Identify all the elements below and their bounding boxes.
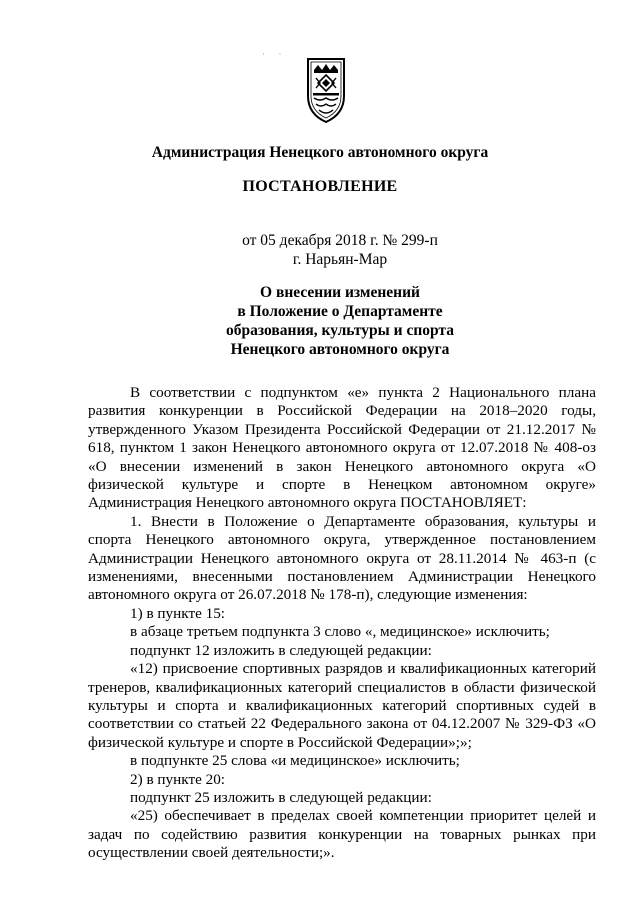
title-line: в Положение о Департаменте [237, 303, 443, 320]
body-paragraph: 2) в пункте 20: [130, 770, 226, 788]
document-body [88, 384, 596, 863]
document-city: г. Нарьян-Мар [292, 251, 388, 268]
title-line: О внесении изменений [260, 284, 420, 301]
document-title [20, 283, 640, 359]
scan-speck: · · [262, 50, 288, 59]
title-line: Ненецкого автономного округа [230, 341, 450, 358]
body-paragraph: подпункт 25 изложить в следующей редакции: [130, 788, 432, 806]
body-paragraph: «12) присвоение спортивных разрядов и квалификационных категорий тренеров, квалификационных категорий специалистов в области физической культуры и спорта и квалификационных категорий спортивных судей в соответствии со статьей 22 Федерального закона от 04.12.2007 № 329-ФЗ «О физической культуре и спорте в Российской Федерации»;»; [88, 660, 596, 751]
body-paragraph: подпункт 12 изложить в следующей редакции: [130, 641, 432, 659]
document-type: ПОСТАНОВЛЕНИЕ [242, 178, 398, 195]
body-paragraph: «25) обеспечивает в пределах своей компетенции приоритет целей и задач по содействию развития конкуренции на товарных рынках при осуществлении своей деятельности;». [88, 807, 596, 862]
body-paragraph: 1) в пункте 15: [130, 604, 226, 622]
body-paragraph: В соответствии с подпунктом «е» пункта 2 Национального плана развития конкуренции в Российской Федерации на 2018–2020 годы, утвержденного Указом Президента Российской Федерации от 21.12.2017 № 618, пунктом 1 закон Ненецкого автономного округа от 12.07.2018 № 408-оз «О внесении изменений в закон Ненецкого автономного округа «О физической культуре и спорте в Ненецком автономном округе» Администрация Ненецкого автономного округа ПОСТАНОВЛЯЕТ: [88, 384, 596, 512]
document-date: от 05 декабря 2018 г. № 299-п [242, 232, 438, 249]
body-paragraph: в абзаце третьем подпункта 3 слово «, медицинское» исключить; [130, 623, 550, 641]
body-paragraph: в подпункте 25 слова «и медицинское» исключить; [130, 752, 460, 770]
title-line: образования, культуры и спорта [226, 322, 454, 339]
organization-name: Администрация Ненецкого автономного округа [151, 144, 489, 161]
body-paragraph: 1. Внести в Положение о Департаменте образования, культуры и спорта Ненецкого автономного округа, утвержденное постановлением Администрации Ненецкого автономного округа от 28.11.2014 № 463-п (с изменениями, внесенными постановлением Администрации Ненецкого автономного округа от 26.07.2018 № 178-п), следующие изменения: [88, 512, 596, 604]
coat-of-arms-emblem [304, 56, 348, 124]
